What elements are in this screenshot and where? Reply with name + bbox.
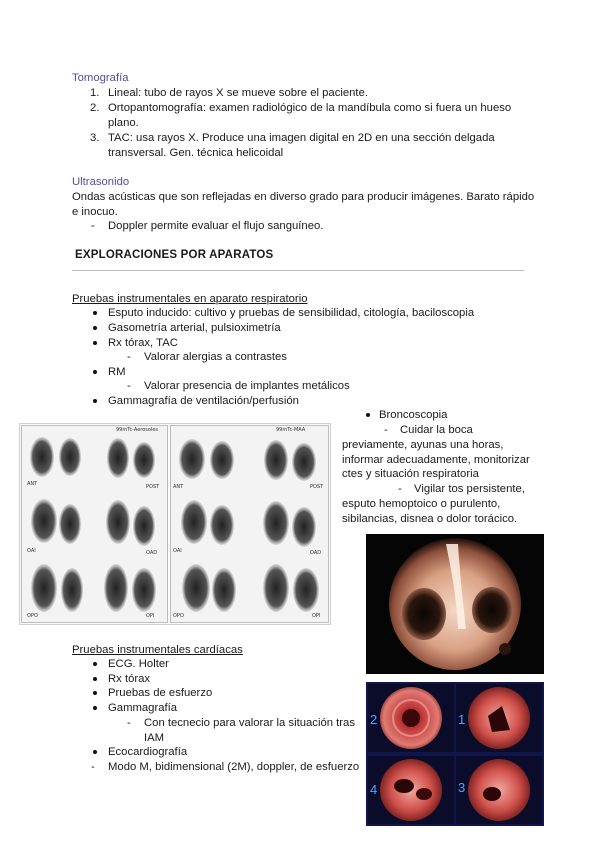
sub-item-cont: IAM bbox=[144, 732, 165, 744]
dash-marker: - bbox=[91, 220, 95, 232]
paragraph-line: Ondas acústicas que son reflejadas en diverso grado para producir imágenes. Barato rápido bbox=[72, 191, 535, 203]
view-label: OAD bbox=[310, 550, 322, 556]
endoscopy-grid bbox=[366, 682, 544, 826]
sub-item: Valorar alergias a contrastes bbox=[144, 351, 287, 363]
list-item: Rx tórax, TAC bbox=[108, 337, 178, 349]
list-item: RM bbox=[108, 366, 126, 378]
bronchoscopy-photo bbox=[366, 534, 544, 674]
airway-image bbox=[366, 534, 544, 674]
list-item: Esputo inducido: cultivo y pruebas de sensibilidad, citología, baciloscopia bbox=[108, 307, 475, 319]
dash-marker: - bbox=[384, 424, 388, 436]
note-line: esputo hemoptoico o purulento, bbox=[342, 498, 501, 510]
view-label: POST bbox=[146, 484, 160, 490]
sub-item: Con tecnecio para valorar la situación tras bbox=[144, 717, 355, 729]
dash-marker: - bbox=[398, 483, 402, 495]
broncoscopia-item: Broncoscopia bbox=[379, 409, 448, 421]
bullet bbox=[93, 311, 97, 315]
note-line: Cuidar la boca bbox=[400, 424, 473, 436]
respiratorio-heading: Pruebas instrumentales en aparato respiratorio bbox=[72, 293, 308, 305]
view-label: OPI bbox=[146, 613, 155, 619]
bullet bbox=[93, 326, 97, 330]
view-label: OAI bbox=[27, 548, 36, 554]
divider bbox=[72, 270, 524, 271]
note-line: sibilancias, disnea o dolor torácico. bbox=[342, 513, 518, 525]
sub-item: Valorar presencia de implantes metálicos bbox=[144, 380, 350, 392]
note-line: previamente, ayunas una horas, bbox=[342, 439, 504, 451]
grid-number: 3 bbox=[458, 780, 466, 795]
dash-marker: - bbox=[127, 717, 131, 729]
list-item: ECG. Holter bbox=[108, 658, 169, 670]
ultrasonido-heading: Ultrasonido bbox=[72, 176, 130, 188]
bullet bbox=[93, 677, 97, 681]
gammagrafia-figure bbox=[19, 423, 331, 625]
view-label: OPO bbox=[173, 613, 184, 619]
list-number: 1. bbox=[90, 87, 100, 99]
view-label: OPI bbox=[312, 613, 321, 619]
list-number: 2. bbox=[90, 102, 100, 114]
note-line: ctes y situación respiratoria bbox=[342, 468, 479, 480]
bullet bbox=[93, 691, 97, 695]
view-label: ANT bbox=[173, 484, 184, 490]
view-label: OAD bbox=[146, 550, 158, 556]
dash-marker: - bbox=[127, 351, 131, 363]
view-label: OPO bbox=[27, 613, 38, 619]
sub-item: Doppler permite evaluar el flujo sanguíneo. bbox=[108, 220, 324, 232]
list-item-cont: transversal. Gen. técnica helicoidal bbox=[108, 147, 284, 159]
grid-number: 2 bbox=[370, 712, 378, 727]
list-item: Ecocardiografía bbox=[108, 746, 188, 758]
list-number: 3. bbox=[90, 132, 100, 144]
bullet bbox=[93, 341, 97, 345]
list-item: Lineal: tubo de rayos X se mueve sobre el paciente. bbox=[108, 87, 368, 99]
list-item: Pruebas de esfuerzo bbox=[108, 687, 213, 699]
bullet bbox=[93, 750, 97, 754]
list-item-cont: plano. bbox=[108, 117, 139, 129]
airway-grid-images bbox=[366, 682, 544, 826]
sub-item: Modo M, bidimensional (2M), doppler, de esfuerzo bbox=[108, 761, 360, 773]
cardiacas-heading: Pruebas instrumentales cardíacas bbox=[72, 644, 243, 656]
figure-label: 99mTc-MAA bbox=[276, 427, 306, 433]
paragraph-line: e inocuo. bbox=[72, 206, 118, 218]
note-line: Vigilar tos persistente, bbox=[414, 483, 525, 495]
bullet bbox=[366, 413, 370, 417]
grid-number: 4 bbox=[370, 782, 378, 797]
bullet bbox=[93, 662, 97, 666]
list-item: Ortopantomografía: examen radiológico de la mandíbula como si fuera un hueso bbox=[108, 102, 512, 114]
bullet bbox=[93, 370, 97, 374]
section-heading: EXPLORACIONES POR APARATOS bbox=[75, 249, 274, 261]
bullet bbox=[93, 399, 97, 403]
figure-label: 99mTc-Aerosoles bbox=[116, 427, 159, 433]
list-item: Gammagrafía de ventilación/perfusión bbox=[108, 395, 299, 407]
lung-scans bbox=[20, 424, 330, 624]
grid-number: 1 bbox=[458, 712, 466, 727]
list-item: Gasometría arterial, pulsioximetría bbox=[108, 322, 281, 334]
list-item: Rx tórax bbox=[108, 673, 151, 685]
view-label: ANT bbox=[27, 481, 38, 487]
note-line: informar adecuadamente, monitorizar bbox=[342, 454, 530, 466]
dash-marker: - bbox=[127, 380, 131, 392]
list-item: Gammagrafía bbox=[108, 702, 178, 714]
dash-marker: - bbox=[91, 761, 95, 773]
tomografia-heading: Tomografía bbox=[72, 72, 129, 84]
list-item: TAC: usa rayos X. Produce una imagen digital en 2D en una sección delgada bbox=[108, 132, 495, 144]
view-label: OAI bbox=[173, 548, 182, 554]
bullet bbox=[93, 706, 97, 710]
view-label: POST bbox=[310, 484, 324, 490]
